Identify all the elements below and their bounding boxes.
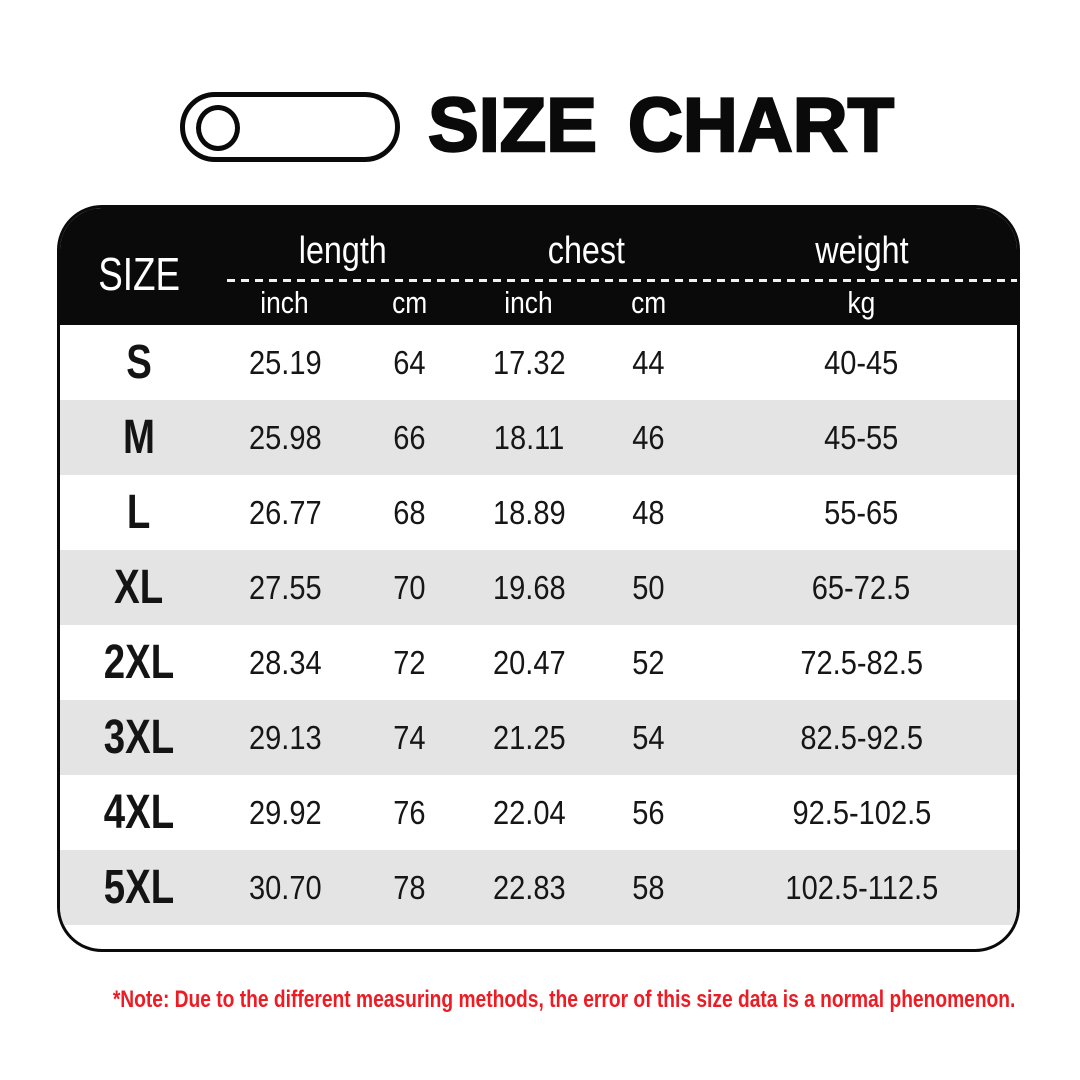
header-size: [60, 208, 218, 325]
cell-chest-inch: [467, 569, 591, 607]
cell-weight-kg: [706, 644, 1017, 682]
header-weight-label: weight: [814, 229, 909, 272]
length-cm-value: 72: [393, 643, 426, 681]
brand-logo-circle-icon: [196, 105, 240, 151]
header-length-label: length: [298, 229, 387, 272]
chest-cm-value: 44: [632, 343, 665, 381]
table-row-m: [60, 400, 1017, 475]
cell-size: [60, 710, 218, 765]
chest-inch-value: 18.11: [493, 418, 565, 456]
cell-chest-inch: [467, 869, 591, 907]
table-body: [60, 325, 1017, 925]
cell-chest-inch: [467, 344, 591, 382]
header-group-chest: [467, 208, 706, 280]
weight-kg-value: 40-45: [824, 343, 899, 381]
cell-length-cm: [352, 419, 467, 457]
cell-chest-cm: [591, 569, 706, 607]
table-row-3xl: [60, 700, 1017, 775]
length-cm-value: 66: [393, 418, 426, 456]
table-row-xl: [60, 550, 1017, 625]
cell-chest-inch: [467, 419, 591, 457]
unit-chest-cm-label: cm: [630, 284, 667, 320]
unit-length-cm: [352, 280, 467, 325]
cell-length-cm: [352, 794, 467, 832]
unit-length-cm-label: cm: [391, 284, 427, 320]
chest-inch-value: 17.32: [492, 343, 566, 381]
weight-kg-value: 102.5-112.5: [785, 868, 938, 906]
weight-kg-value: 72.5-82.5: [800, 643, 923, 681]
chest-inch-value: 19.68: [492, 568, 566, 606]
table-row-l: [60, 475, 1017, 550]
cell-chest-cm: [591, 869, 706, 907]
table-header: [60, 208, 1017, 325]
size-value: 3XL: [103, 711, 175, 764]
cell-chest-inch: [467, 719, 591, 757]
length-cm-value: 78: [393, 868, 426, 906]
length-inch-value: 25.19: [248, 343, 322, 381]
weight-kg-value: 65-72.5: [812, 568, 911, 606]
table-row-4xl: [60, 775, 1017, 850]
cell-length-cm: [352, 569, 467, 607]
cell-length-inch: [218, 419, 352, 457]
header-size-label: SIZE: [98, 248, 180, 300]
length-cm-value: 64: [393, 343, 426, 381]
cell-weight-kg: [706, 794, 1017, 832]
footnote-row: [0, 986, 1080, 1014]
header-group-weight: [706, 208, 1017, 280]
cell-size: [60, 485, 218, 540]
length-inch-value: 29.13: [248, 718, 322, 756]
weight-kg-value: 92.5-102.5: [791, 793, 931, 831]
cell-chest-inch: [467, 494, 591, 532]
cell-weight-kg: [706, 719, 1017, 757]
unit-weight-kg: [706, 280, 1017, 325]
unit-weight-kg-label: kg: [847, 284, 876, 320]
cell-size: [60, 410, 218, 465]
cell-chest-cm: [591, 344, 706, 382]
length-inch-value: 28.34: [248, 643, 322, 681]
cell-chest-cm: [591, 719, 706, 757]
size-value: 5XL: [103, 861, 175, 914]
cell-chest-cm: [591, 419, 706, 457]
cell-length-inch: [218, 494, 352, 532]
cell-length-cm: [352, 719, 467, 757]
size-value: L: [127, 486, 151, 539]
table-row-5xl: [60, 850, 1017, 925]
cell-chest-inch: [467, 644, 591, 682]
header-dashed-divider: [227, 279, 1017, 282]
cell-length-inch: [218, 344, 352, 382]
unit-chest-cm: [591, 280, 706, 325]
cell-length-cm: [352, 344, 467, 382]
cell-size: [60, 335, 218, 390]
footnote: *Note: Due to the different measuring methods, the error of this size data is a normal phenomenon.: [112, 986, 1016, 1013]
brand-logo-pill: [180, 92, 400, 162]
size-value: 4XL: [103, 786, 175, 839]
cell-size: [60, 560, 218, 615]
length-cm-value: 70: [393, 568, 426, 606]
cell-weight-kg: [706, 419, 1017, 457]
weight-kg-value: 82.5-92.5: [800, 718, 923, 756]
cell-length-inch: [218, 644, 352, 682]
cell-length-cm: [352, 494, 467, 532]
cell-chest-cm: [591, 794, 706, 832]
weight-kg-value: 55-65: [824, 493, 899, 531]
unit-length-inch-label: inch: [260, 284, 310, 320]
length-cm-value: 74: [393, 718, 426, 756]
chest-cm-value: 46: [632, 418, 665, 456]
cell-size: [60, 785, 218, 840]
size-chart-table: [57, 205, 1020, 952]
cell-size: [60, 635, 218, 690]
size-value: S: [126, 336, 152, 389]
cell-weight-kg: [706, 569, 1017, 607]
size-value: 2XL: [103, 636, 175, 689]
cell-length-cm: [352, 869, 467, 907]
table-row-2xl: [60, 625, 1017, 700]
length-inch-value: 27.55: [248, 568, 322, 606]
unit-chest-inch: [467, 280, 591, 325]
size-value: XL: [114, 561, 164, 614]
table-row-s: [60, 325, 1017, 400]
unit-chest-inch-label: inch: [504, 284, 554, 320]
chest-inch-value: 21.25: [492, 718, 566, 756]
header-chest-label: chest: [547, 229, 625, 272]
header-group-length: [218, 208, 467, 280]
cell-chest-cm: [591, 644, 706, 682]
cell-chest-inch: [467, 794, 591, 832]
page-title: SIZE CHART: [428, 83, 894, 168]
cell-length-cm: [352, 644, 467, 682]
length-inch-value: 26.77: [248, 493, 322, 531]
cell-weight-kg: [706, 494, 1017, 532]
cell-weight-kg: [706, 869, 1017, 907]
length-cm-value: 76: [393, 793, 426, 831]
cell-size: [60, 860, 218, 915]
cell-length-inch: [218, 794, 352, 832]
cell-length-inch: [218, 719, 352, 757]
chest-inch-value: 18.89: [492, 493, 566, 531]
chest-cm-value: 48: [632, 493, 665, 531]
chest-cm-value: 52: [632, 643, 665, 681]
chest-inch-value: 20.47: [492, 643, 566, 681]
chest-cm-value: 54: [632, 718, 665, 756]
size-value: M: [122, 411, 155, 464]
chest-cm-value: 56: [632, 793, 665, 831]
chest-cm-value: 50: [632, 568, 665, 606]
cell-chest-cm: [591, 494, 706, 532]
length-inch-value: 30.70: [248, 868, 322, 906]
unit-length-inch: [218, 280, 352, 325]
cell-length-inch: [218, 869, 352, 907]
chest-inch-value: 22.04: [492, 793, 566, 831]
cell-weight-kg: [706, 344, 1017, 382]
length-cm-value: 68: [393, 493, 426, 531]
chest-cm-value: 58: [632, 868, 665, 906]
weight-kg-value: 45-55: [824, 418, 899, 456]
chest-inch-value: 22.83: [492, 868, 566, 906]
cell-length-inch: [218, 569, 352, 607]
length-inch-value: 29.92: [248, 793, 322, 831]
length-inch-value: 25.98: [248, 418, 322, 456]
